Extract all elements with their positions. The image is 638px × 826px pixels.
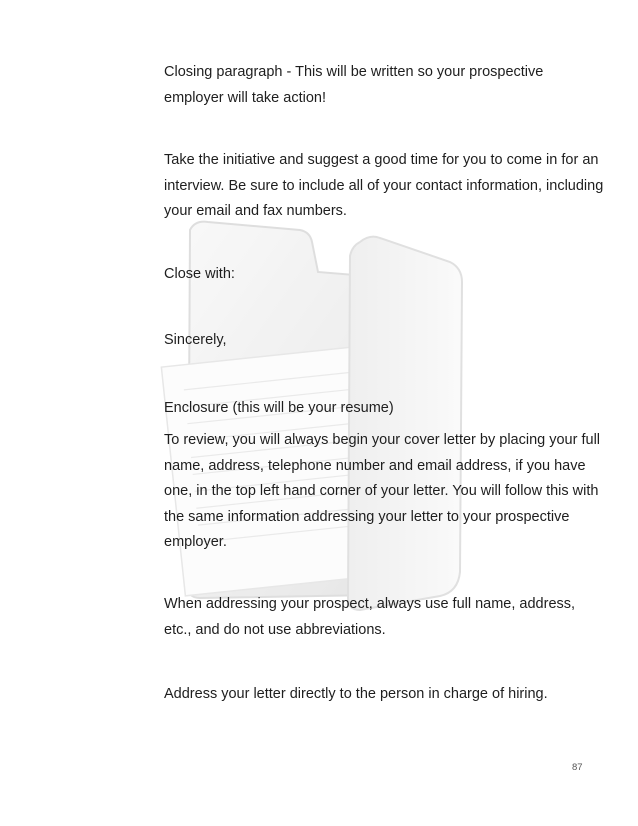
closing-paragraph-text: Closing paragraph - This will be written so your prospective employer will take action! bbox=[164, 64, 544, 106]
sincerely-text: Sincerely, bbox=[164, 332, 227, 348]
initiative-paragraph-text: Take the initiative and suggest a good time for you to come in for an interview. Be sure to include all of your contact information, including your email and fax numbers. bbox=[164, 152, 604, 219]
page-number: 87 bbox=[572, 762, 583, 773]
enclosure-text: Enclosure (this will be your resume) bbox=[164, 400, 394, 416]
review-paragraph-text: To review, you will always begin your cover letter by placing your full name, address, telephone number and email address, if you have one, in the top left hand corner of your letter. You will follow this with the same information addressing your letter to your prospective employer. bbox=[164, 432, 601, 550]
address-directly-text: Address your letter directly to the person in charge of hiring. bbox=[164, 686, 548, 702]
addressing-paragraph-text: When addressing your prospect, always use full name, address, etc., and do not use abbreviations. bbox=[164, 596, 576, 638]
close-with-text: Close with: bbox=[164, 266, 235, 282]
